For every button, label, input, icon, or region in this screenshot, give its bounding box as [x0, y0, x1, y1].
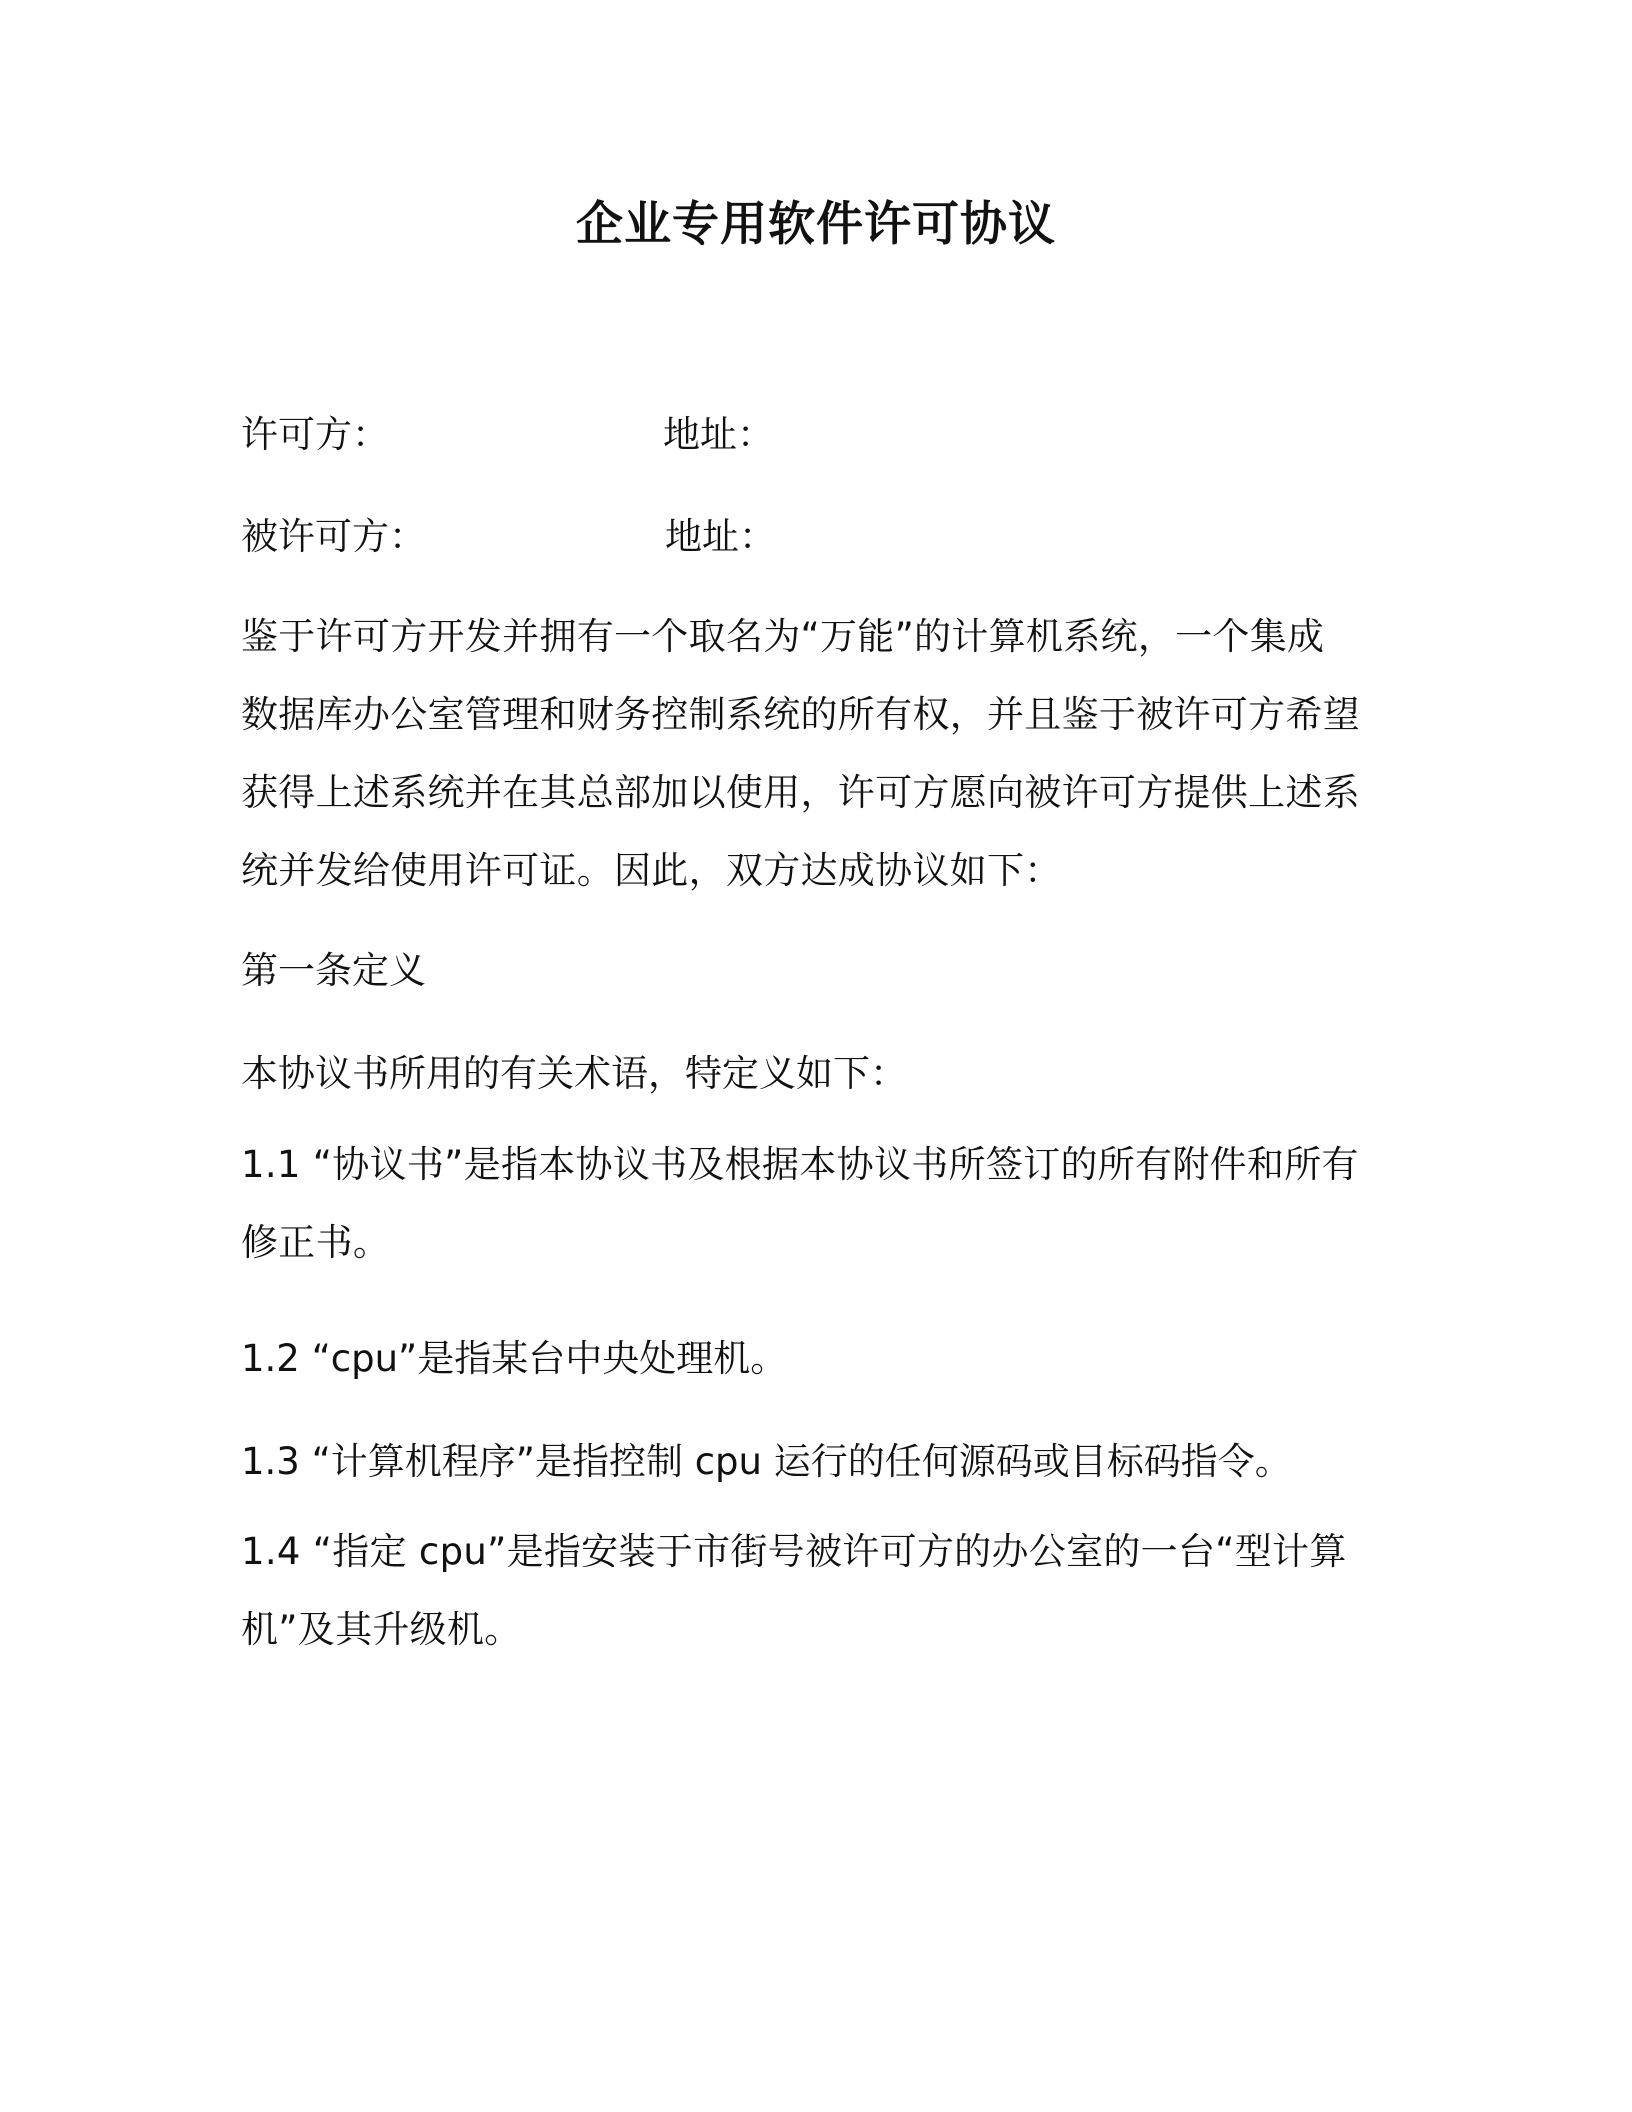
clause-1-4 [241, 1513, 1381, 1669]
article-1-heading: 第一条定义 [241, 949, 426, 992]
article-1-intro: 本协议书所用的有关术语，特定义如下： [241, 1052, 907, 1095]
licensee-label: 被许可方： [241, 515, 426, 558]
licensor-label: 许可方： [241, 413, 389, 456]
clause-line: 1.1 “协议书”是指本协议书及根据本协议书所签订的所有附件和所有 [241, 1143, 1359, 1186]
clause-1-3: 1.3 “计算机程序”是指控制 cpu 运行的任何源码或目标码指令。 [241, 1440, 1292, 1483]
clause-line: 修正书。 [241, 1221, 391, 1264]
clause-line: 机”及其升级机。 [241, 1608, 522, 1651]
licensor-row [241, 410, 774, 460]
licensee-row [241, 512, 776, 562]
clause-1-2: 1.2 “cpu”是指某台中央处理机。 [241, 1337, 788, 1380]
preamble-line: 统并发给使用许可证。因此，双方达成协议如下： [241, 849, 1062, 892]
licensor-address-label: 地址： [663, 413, 774, 456]
licensee-address-label: 地址： [665, 515, 776, 558]
preamble-line: 数据库办公室管理和财务控制系统的所有权，并且鉴于被许可方希望 [241, 693, 1360, 736]
preamble-line: 鉴于许可方开发并拥有一个取名为“万能”的计算机系统，一个集成 [241, 615, 1325, 658]
clause-1-1 [241, 1126, 1381, 1282]
preamble-line: 获得上述系统并在其总部加以使用，许可方愿向被许可方提供上述系 [241, 771, 1360, 814]
clause-line: 1.4 “指定 cpu”是指安装于市街号被许可方的办公室的一台“型计算 [241, 1530, 1347, 1573]
preamble-paragraph [241, 598, 1381, 910]
document-title: 企业专用软件许可协议 [576, 197, 1056, 252]
